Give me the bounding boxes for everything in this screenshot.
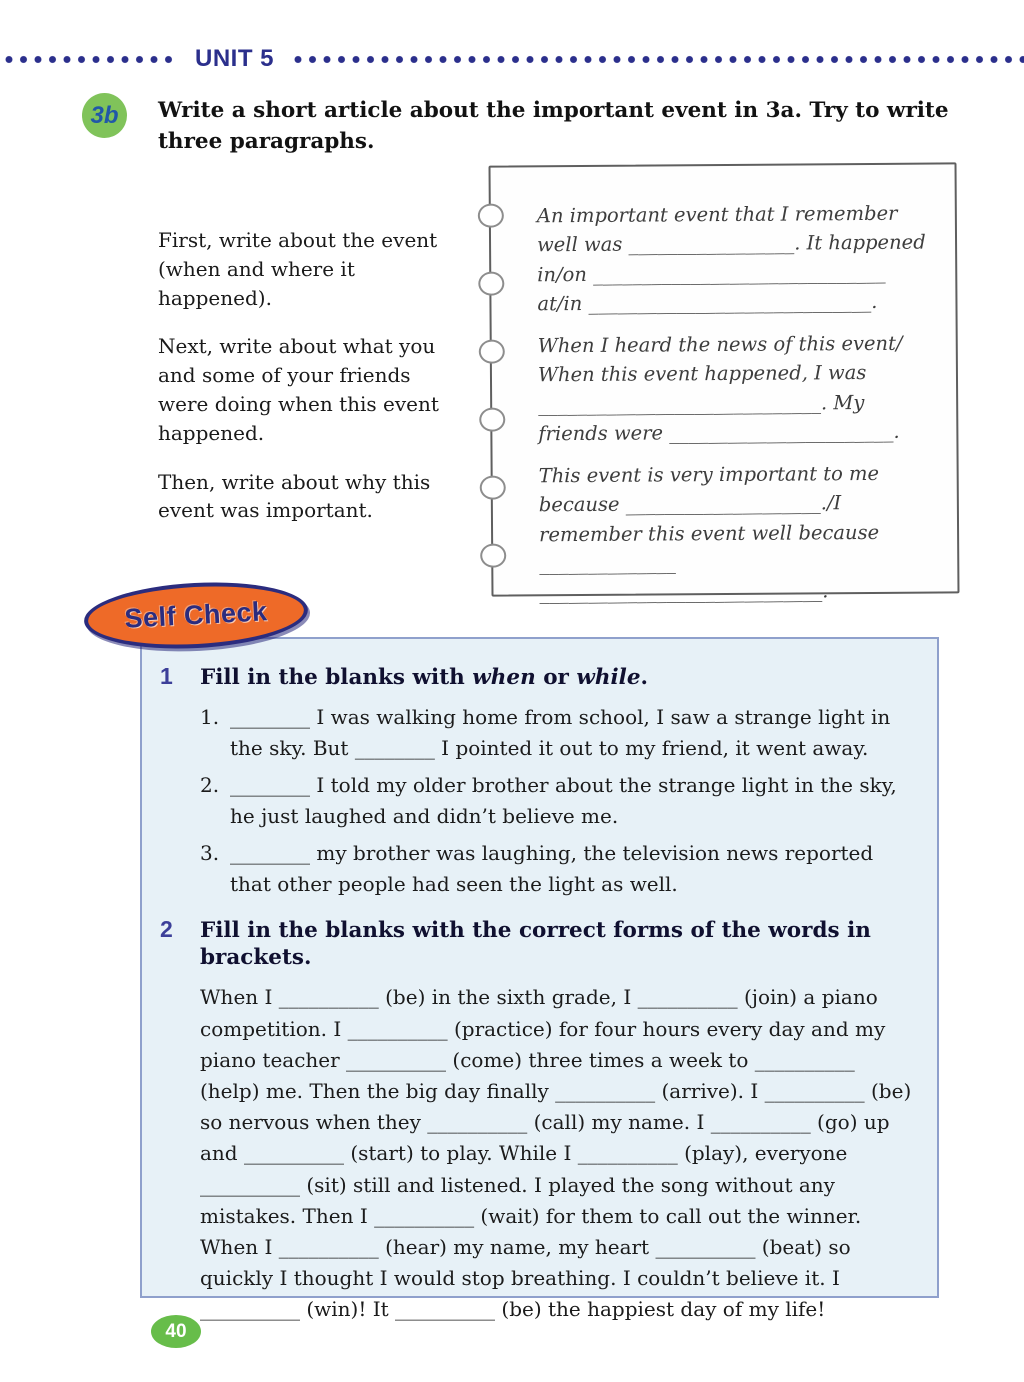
page-number-badge: 40: [151, 1315, 201, 1348]
binder-ring-icon: [479, 340, 505, 364]
exercise1-number: 1: [160, 663, 173, 689]
binder-ring-icon: [480, 544, 506, 568]
binder-ring-icon: [478, 272, 504, 296]
notebook-paragraph: When I heard the news of this event/ When this event happened, I was _____________________________. My friends were _______________________.: [537, 331, 903, 446]
exercise1-items: [200, 702, 913, 900]
item-text: ________ I was walking home from school, I saw a strange light in the sky. But ________ I pointed it out to my friend, it went away.: [230, 704, 891, 760]
dotted-line-icon: [294, 55, 1024, 64]
exercise1-title: [200, 664, 648, 692]
exercise1-title-suffix: .: [640, 665, 648, 690]
exercise2-paragraph: When I __________ (be) in the sixth grade, I __________ (join) a piano competition. I __________ (practice) for four hours every day and my piano teacher __________ (come) three times a week to __________ (help) me. Then the big day finally __________ (arrive). I __________ (be) so nervous when they __________ (call) my name. I __________ (go) up and __________ (start) to play. While I __________ (play), everyone __________ (sit) still and listened. I played the song without any mistakes. Then I __________ (wait) for them to call out the winner. When I __________ (hear) my name, my heart __________ (beat) so quickly I thought I would stop breathing. I couldn’t believe it. I __________ (win)! It __________ (be) the happiest day of my life!: [200, 985, 912, 1322]
exercise2-number: 2: [160, 915, 173, 942]
item-number: 1.: [200, 704, 220, 729]
exercise1-title-or: or: [535, 665, 577, 690]
dotted-line-icon: [5, 55, 173, 64]
exercise2-title: Fill in the blanks with the correct forms of the words in brackets.: [200, 917, 871, 971]
item-number: 3.: [200, 841, 220, 866]
exercise1-title-when: when: [472, 665, 536, 690]
activity-3b-badge: 3b: [82, 93, 127, 138]
exercise1-item: [200, 770, 913, 831]
notebook-paragraph: This event is very important to me because ____________________./I remember this event well because ______________ _____________________________.: [538, 461, 880, 605]
activity-3b-instruction: Write a short article about the important event in 3a. Try to write three paragraphs.: [158, 98, 949, 154]
item-number: 2.: [200, 773, 220, 798]
exercise1-title-prefix: Fill in the blanks with: [200, 665, 473, 690]
self-check-label: Self Check: [123, 596, 269, 634]
binder-ring-icon: [478, 204, 504, 228]
notebook-template-box: [489, 162, 960, 605]
writing-tips: [158, 226, 456, 545]
item-text: ________ I told my older brother about the strange light in the sky, he just laughed and didn’t believe me.: [230, 773, 897, 828]
self-check-panel: [140, 637, 939, 1322]
binder-ring-icon: [480, 476, 506, 500]
exercise1-item: [200, 838, 913, 899]
writing-tip: Next, write about what you and some of your friends were doing when this event happened.: [158, 334, 439, 445]
exercise1-header: [160, 663, 909, 692]
writing-tip: Then, write about why this event was important.: [158, 469, 431, 523]
notebook-paragraph: An important event that I remember well was _________________. It happened in/on ______________________________ at/in _____________________________.: [536, 201, 926, 316]
unit-title: UNIT 5: [195, 45, 275, 72]
exercise1-title-while: while: [576, 665, 641, 690]
writing-tip: First, write about the event (when and where it happened).: [158, 228, 438, 310]
exercise1-item: [200, 702, 913, 763]
exercise2-header: [160, 916, 909, 973]
notebook-paragraphs: [537, 199, 932, 608]
unit-header: [0, 44, 1024, 74]
binder-ring-icon: [479, 408, 505, 432]
item-text: ________ my brother was laughing, the television news reported that other people had seen the light as well.: [230, 841, 874, 896]
